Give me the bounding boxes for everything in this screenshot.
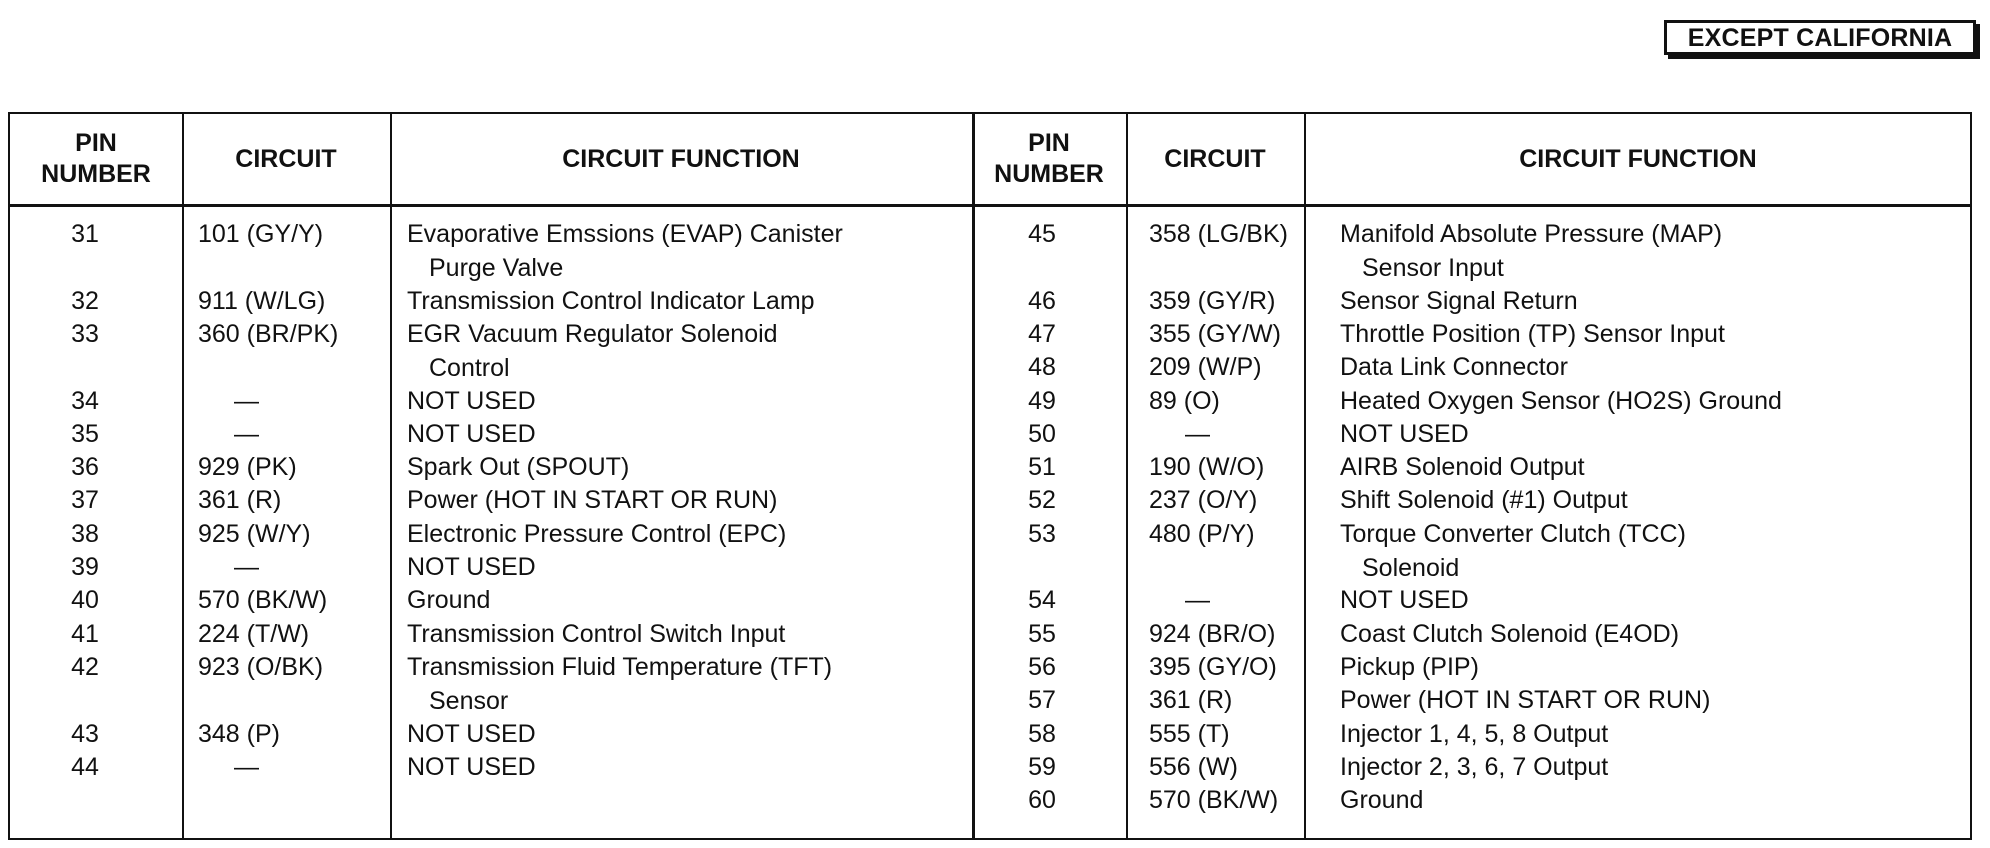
pin-number: 55 — [1028, 619, 1056, 648]
pin-number: 47 — [1028, 319, 1056, 348]
circuit-code: 209 (W/P) — [1149, 353, 1262, 382]
pin-number: 46 — [1028, 286, 1056, 315]
circuit-function: AIRB Solenoid Output — [1340, 453, 1585, 482]
circuit-function: NOT USED — [407, 553, 536, 581]
circuit-function: EGR Vacuum Regulator Solenoid Control — [407, 319, 778, 382]
pin-number: 33 — [71, 319, 99, 348]
circuit-function: Ground — [407, 586, 491, 615]
circuit-function: Throttle Position (TP) Sensor Input — [1340, 319, 1725, 348]
pin-number: 59 — [1028, 752, 1056, 781]
circuit-code: 359 (GY/R) — [1149, 286, 1276, 315]
circuit-code: 89 (O) — [1149, 386, 1220, 415]
pin-number: 53 — [1028, 519, 1056, 548]
circuit-function: Injector 2, 3, 6, 7 Output — [1340, 752, 1609, 781]
circuit-function: Power (HOT IN START OR RUN) — [407, 486, 778, 515]
circuit-code: — — [234, 752, 259, 781]
header-circuit-left: CIRCUIT — [235, 144, 337, 173]
circuit-code: 911 (W/LG) — [198, 286, 326, 315]
circuit-function: Ground — [1340, 786, 1424, 815]
circuit-code: 556 (W) — [1149, 752, 1238, 781]
pin-number: 52 — [1028, 486, 1056, 515]
circuit-code: 929 (PK) — [198, 453, 297, 482]
circuit-function: Pickup (PIP) — [1340, 652, 1479, 681]
pin-number: 54 — [1028, 586, 1056, 615]
pin-number: 51 — [1028, 453, 1056, 482]
circuit-function: NOT USED — [1340, 419, 1469, 448]
circuit-code: 355 (GY/W) — [1149, 319, 1281, 348]
circuit-code: 480 (P/Y) — [1149, 519, 1255, 548]
circuit-code: 361 (R) — [1149, 686, 1233, 715]
circuit-function: NOT USED — [407, 386, 536, 415]
header-divider — [10, 204, 1970, 207]
pin-number: 44 — [71, 752, 99, 781]
circuit-function: Transmission Control Switch Input — [407, 619, 786, 648]
circuit-code: 190 (W/O) — [1149, 453, 1265, 482]
pin-number: 41 — [71, 619, 99, 648]
circuit-code: 358 (LG/BK) — [1149, 220, 1288, 248]
pin-number: 57 — [1028, 686, 1056, 715]
circuit-function: NOT USED — [407, 719, 536, 748]
pin-number: 49 — [1028, 386, 1056, 415]
header-function-left: CIRCUIT FUNCTION — [562, 144, 800, 173]
circuit-code: 237 (O/Y) — [1149, 486, 1258, 515]
circuit-code: — — [1185, 586, 1210, 615]
pin-number: 60 — [1028, 786, 1056, 815]
pin-number: 58 — [1028, 719, 1056, 748]
circuit-code: 101 (GY/Y) — [198, 220, 324, 248]
pin-number: 50 — [1028, 419, 1056, 448]
pin-number: 45 — [1028, 220, 1056, 248]
pin-number: 37 — [71, 486, 99, 515]
pin-number: 40 — [71, 586, 99, 615]
column-divider — [1304, 114, 1306, 838]
circuit-code: 395 (GY/O) — [1149, 652, 1277, 681]
circuit-code: 224 (T/W) — [198, 619, 310, 648]
circuit-function: Heated Oxygen Sensor (HO2S) Ground — [1340, 386, 1782, 415]
circuit-code: 925 (W/Y) — [198, 519, 311, 548]
header-pin-number-right: PIN NUMBER — [994, 129, 1104, 188]
header-circuit-right: CIRCUIT — [1164, 144, 1266, 173]
pin-number: 42 — [71, 652, 99, 681]
pin-table — [8, 112, 1972, 840]
pin-number: 32 — [71, 286, 99, 315]
header-function-right: CIRCUIT FUNCTION — [1519, 144, 1757, 173]
pin-number: 38 — [71, 519, 99, 548]
circuit-code: 361 (R) — [198, 486, 282, 515]
circuit-code: — — [234, 553, 259, 581]
column-divider — [1126, 114, 1128, 838]
pin-number: 31 — [71, 220, 99, 248]
circuit-function: NOT USED — [407, 752, 536, 781]
circuit-function: Evaporative Emssions (EVAP) Canister Purge Valve — [407, 220, 843, 282]
circuit-function: Manifold Absolute Pressure (MAP) Sensor Input — [1340, 220, 1723, 282]
circuit-code: 924 (BR/O) — [1149, 619, 1276, 648]
circuit-function: Coast Clutch Solenoid (E4OD) — [1340, 619, 1680, 648]
circuit-function: Electronic Pressure Control (EPC) — [407, 519, 787, 548]
circuit-function: Data Link Connector — [1340, 353, 1568, 382]
pin-number: 43 — [71, 719, 99, 748]
circuit-code: 923 (O/BK) — [198, 652, 324, 681]
circuit-code: — — [234, 386, 259, 415]
header-pin-number-left: PIN NUMBER — [41, 129, 151, 188]
circuit-function: Transmission Fluid Temperature (TFT) Sensor — [407, 652, 833, 715]
circuit-code: 570 (BK/W) — [198, 586, 328, 615]
circuit-function: NOT USED — [407, 419, 536, 448]
circuit-code: 555 (T) — [1149, 719, 1230, 748]
circuit-function: Injector 1, 4, 5, 8 Output — [1340, 719, 1609, 748]
pin-number: 39 — [71, 553, 99, 581]
circuit-function: Power (HOT IN START OR RUN) — [1340, 686, 1711, 715]
circuit-code: — — [234, 419, 259, 448]
column-divider — [182, 114, 184, 838]
column-divider — [390, 114, 392, 838]
pin-number: 34 — [71, 386, 99, 415]
circuit-function: Transmission Control Indicator Lamp — [407, 286, 815, 315]
circuit-code: 348 (P) — [198, 719, 280, 748]
pin-number: 36 — [71, 453, 99, 482]
circuit-function: Shift Solenoid (#1) Output — [1340, 486, 1628, 515]
pin-number: 56 — [1028, 652, 1056, 681]
circuit-code: — — [1185, 419, 1210, 448]
pin-number: 35 — [71, 419, 99, 448]
circuit-function: Spark Out (SPOUT) — [407, 453, 630, 482]
circuit-function: Torque Converter Clutch (TCC) Solenoid — [1340, 519, 1686, 582]
circuit-code: 570 (BK/W) — [1149, 786, 1279, 815]
circuit-function: NOT USED — [1340, 586, 1469, 615]
circuit-code: 360 (BR/PK) — [198, 319, 339, 348]
circuit-function: Sensor Signal Return — [1340, 286, 1578, 315]
except-california-badge: EXCEPT CALIFORNIA — [1664, 20, 1976, 55]
pin-number: 48 — [1028, 353, 1056, 382]
